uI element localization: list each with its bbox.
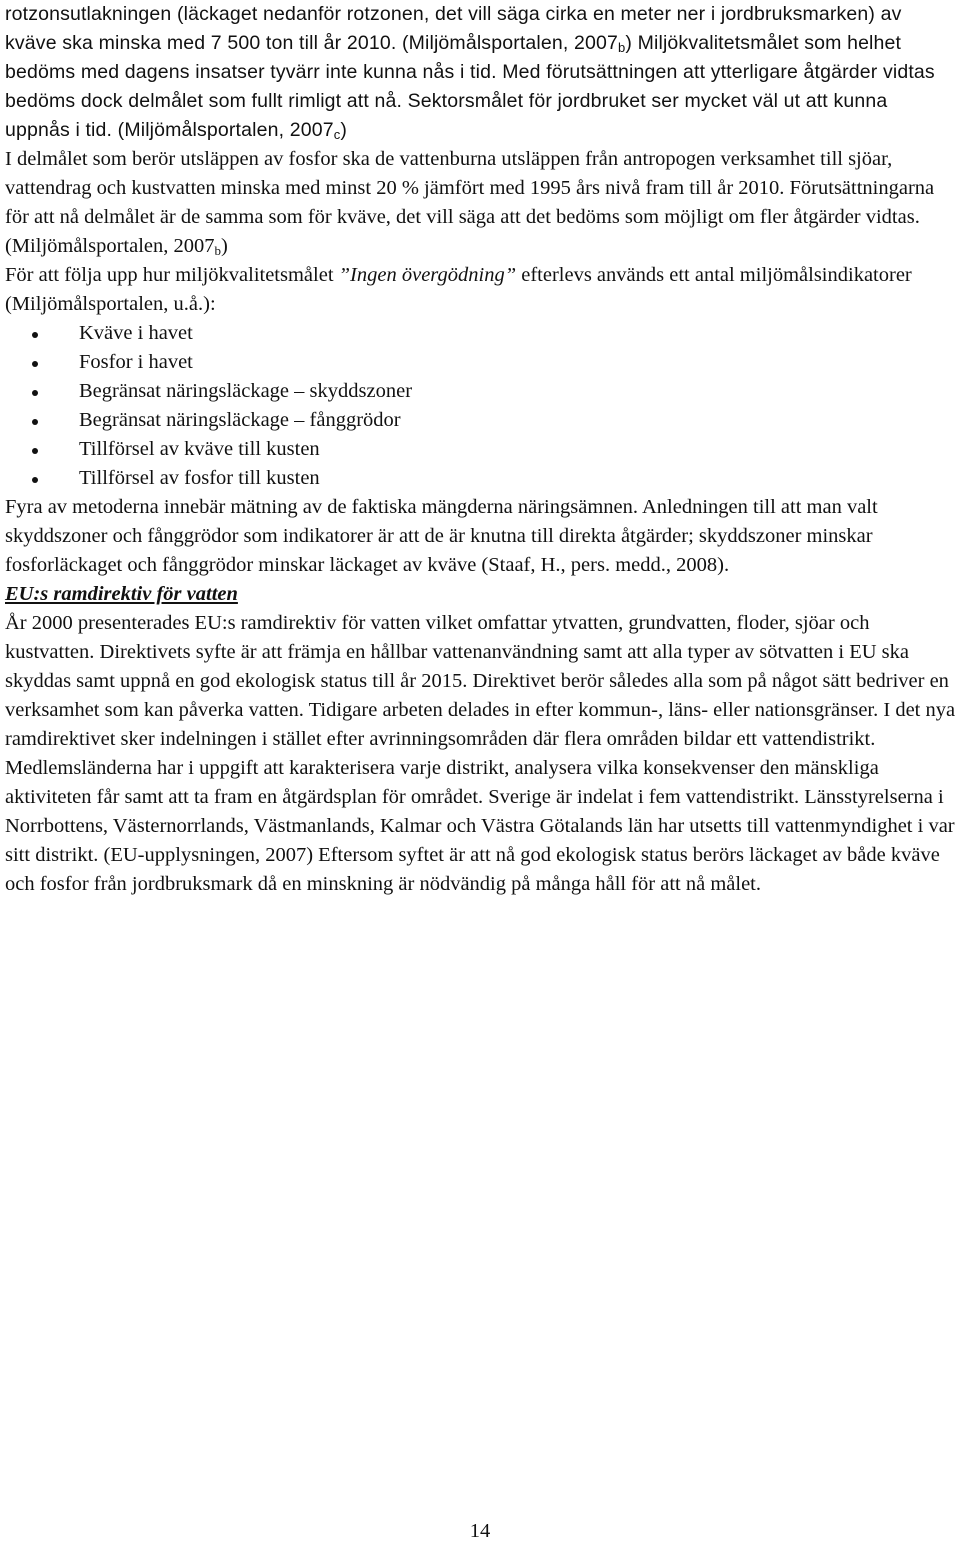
list-item-label: Begränsat näringsläckage – fånggrödor <box>79 409 401 431</box>
list-item-label: Begränsat näringsläckage – skyddszoner <box>79 380 413 402</box>
bullet-icon <box>32 419 38 425</box>
paragraph-nitrogen-goal-text-3: ) <box>340 119 348 141</box>
paragraph-phosphorus-goal-text: I delmålet som berör utsläppen av fosfor ska de vattenburna utsläppen från antropogen verksamhet till sjöar, vattendrag och kustvatten minska med minst 20 % jämfört med 1995 års nivå fram till år 2010. Förutsättningarna för att nå delmålet är de samma som för kväve, det vill säga att det bedöms som möjligt om fler åtgärder vidtas. (Miljömålsportalen, 2007 <box>5 148 935 257</box>
bullet-icon <box>32 477 38 483</box>
bullet-icon <box>32 361 38 367</box>
list-item-label: Fosfor i havet <box>79 351 193 373</box>
goal-name-italic: ”Ingen övergödning” <box>338 264 517 286</box>
list-item <box>5 406 957 435</box>
indicators-intro-text: För att följa upp hur miljökvalitetsmålet <box>5 264 339 286</box>
paragraph-indicators-intro <box>5 261 957 319</box>
paragraph-indicator-methods: Fyra av metoderna innebär mätning av de faktiska mängderna näringsämnen. Anledningen till att man valt skyddszoner och fånggrödor som indikatorer är att de är knutna till direkta åtgärder; skyddszoner minskar fosforläckaget och fånggrödor minskar läckaget av kväve (Staaf, H., pers. medd., 2008). <box>5 496 878 576</box>
citation-subscript: c <box>333 127 341 142</box>
bullet-icon <box>32 448 38 454</box>
indicators-intro-text-end: efterlevs används ett antal miljömålsindikatorer (Miljömålsportalen, u.å.): <box>5 264 912 315</box>
list-item <box>5 319 957 348</box>
citation-subscript: b <box>617 40 626 55</box>
list-item-label: Tillförsel av fosfor till kusten <box>79 467 320 489</box>
document-page <box>5 0 957 899</box>
list-item-label: Tillförsel av kväve till kusten <box>79 438 320 460</box>
list-item <box>5 464 957 493</box>
paragraph-nitrogen-goal <box>5 0 957 145</box>
paragraph-phosphorus-goal-end: ) <box>221 235 228 257</box>
bullet-icon <box>32 390 38 396</box>
indicator-list <box>5 319 957 493</box>
section-heading: EU:s ramdirektiv för vatten <box>5 583 238 605</box>
paragraph-nitrogen-goal-text-1: rotzonsutlakningen (läckaget nedanför rotzonen, det vill säga cirka en meter ner i jordbruksmarken) av kväve ska minska med 7 500 ton till år 2010. (Miljömålsportalen, 2007 <box>5 3 902 54</box>
list-item <box>5 435 957 464</box>
list-item <box>5 377 957 406</box>
list-item-label: Kväve i havet <box>79 322 193 344</box>
bullet-icon <box>32 332 38 338</box>
paragraph-phosphorus-goal <box>5 145 957 261</box>
paragraph-nitrogen-goal-text-2: ) Miljökvalitetsmålet som helhet bedöms med dagens insatser tyvärr inte kunna nås i tid. Med förutsättningen att ytterligare åtgärder vidtas bedöms dock delmålet som fullt rimligt att nå. Sektorsmålet för jordbruket ser mycket väl ut att kunna uppnås i tid. (Miljömålsportalen, 2007 <box>5 32 935 141</box>
list-item <box>5 348 957 377</box>
paragraph-water-directive: År 2000 presenterades EU:s ramdirektiv för vatten vilket omfattar ytvatten, grundvatten, floder, sjöar och kustvatten. Direktivets syfte är att främja en hållbar vattenanvändning samt att alla typer av sötvatten i EU ska skyddas samt uppnå en god ekologisk status till år 2015. Direktivet berör således alla som på något sätt bedriver en verksamhet som kan påverka vatten. Tidigare arbeten delades in efter kommun-, läns- eller nationsgränser. I det nya ramdirektivet sker indelningen i stället efter avrinningsområden där flera områden bildar ett vattendistrikt. Medlemsländerna har i uppgift att karakterisera varje distrikt, analysera vilka konsekvenser den mänskliga aktiviteten får samt att ta fram en åtgärdsplan för området. Sverige är indelat i fem vattendistrikt. Länsstyrelserna i Norrbottens, Västernorrlands, Västmanlands, Kalmar och Västra Götalands län har utsetts till vattenmyndighet i var sitt distrikt. (EU-upplysningen, 2007) Eftersom syftet är att nå god ekologisk status berörs läckaget av både kväve och fosfor från jordbruksmark då en minskning är nödvändig på många håll för att nå målet. <box>5 612 956 895</box>
citation-subscript: b <box>214 243 222 258</box>
page-number: 14 <box>469 1520 491 1542</box>
